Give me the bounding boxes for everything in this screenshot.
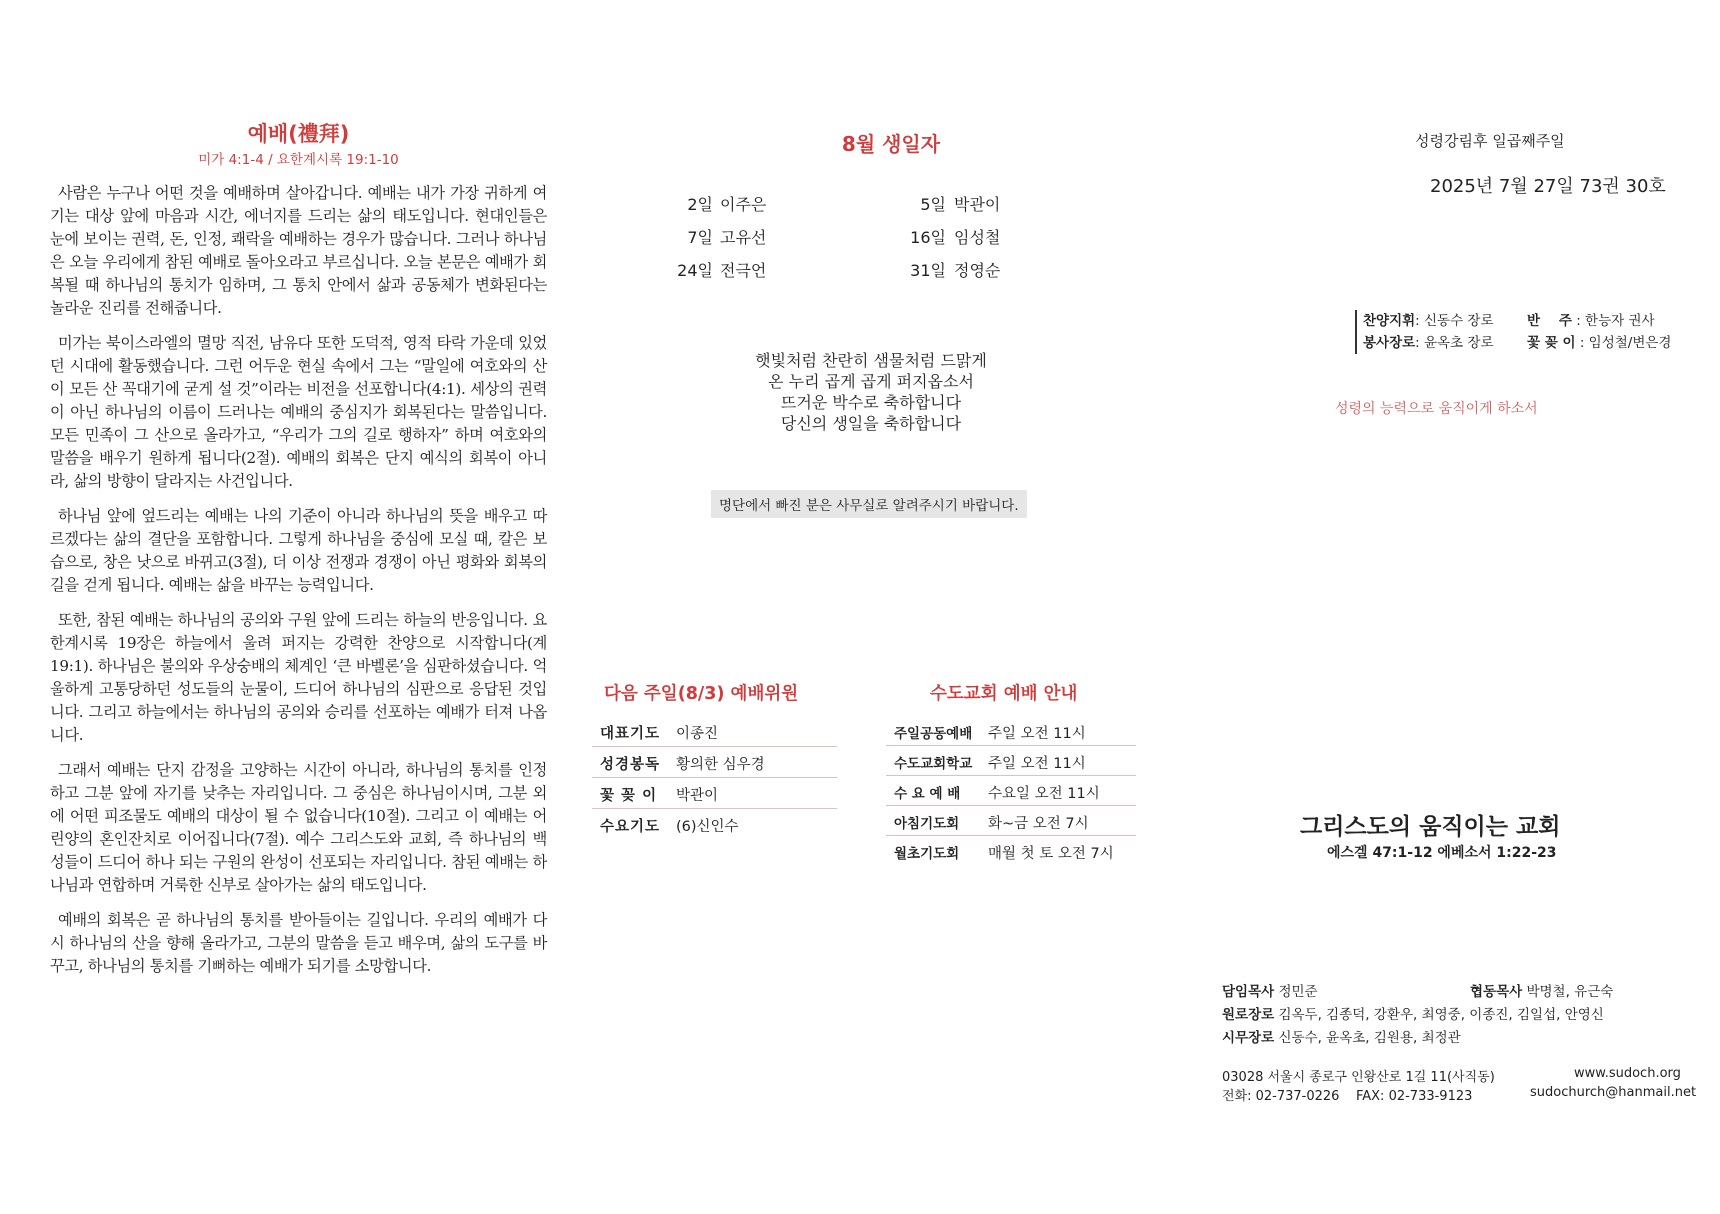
church-verse: 에스겔 47:1-12 에베소서 1:22-23	[1327, 845, 1557, 861]
sermon-paragraph: 미가는 북이스라엘의 멸망 직전, 남유다 또한 도덕적, 영적 타락 가운데 있었던 시대에 활동했습니다. 그런 어두운 현실 속에서 그는 “말일에 여호와의 산이 모든 산 꼭대기에 굳게 설 것”이라는 비전을 선포합니다(4:1). 세상의 권력이 아닌 하나님의 이름이 드러나는 예배의 중심지가 회복된다는 말씀입니다. 모든 민족이 그 산으로 올라가고, “우리가 그의 길로 행하자” 하며 여호와의 말씀을 배우기 원하게 됩니다(2절). 예배의 회복은 단지 예식의 회복이 아니라, 삶의 방향이 달라지는 사건입니다.	[50, 334, 547, 490]
sermon-reference: 미가 4:1-4 / 요한계시록 19:1-10	[198, 152, 399, 168]
role-label: 꽃 꽂 이	[600, 788, 658, 804]
service-time: 매월 첫 토 오전 7시	[988, 846, 1114, 862]
birthday-row	[596, 192, 1046, 225]
table-row	[592, 716, 837, 747]
service-time: 주일 오전 11시	[988, 756, 1086, 772]
birthday-day: 2일	[687, 195, 713, 214]
staff-value: : 윤옥초 장로	[1415, 335, 1494, 351]
birthday-day: 16일	[910, 228, 946, 247]
role-value: (6)신인수	[676, 819, 739, 835]
birthday-name: 임성철	[954, 228, 1001, 247]
table-row	[886, 776, 1136, 806]
elder-value: 김옥두, 김종덕, 강환우, 최영중, 이종진, 김일섭, 안영신	[1278, 1007, 1604, 1023]
table-row	[592, 778, 837, 809]
sermon-paragraph: 그래서 예배는 단지 감정을 고양하는 시간이 아니라, 하나님의 통치를 인정하고 그분 앞에 자기를 낮추는 자리입니다. 그 중심은 하나님이시며, 그분 외에 어떤 피조물도 예배의 대상이 될 수 없습니다(10절). 그리고 이 예배는 어린양의 혼인잔치로 이어집니다(7절). 예수 그리스도와 교회, 즉 하나님의 백성들이 드디어 하나 되는 구원의 완성이 선포되는 자리입니다. 참된 예배는 하나님과 연합하며 거룩한 신부로 살아가는 삶의 태도입니다.	[50, 761, 547, 894]
birthday-list	[596, 192, 1046, 291]
table-row	[592, 747, 837, 778]
next-week-title: 다음 주일(8/3) 예배위원	[604, 684, 799, 704]
birthday-section	[596, 128, 1146, 514]
role-label: 수요기도	[600, 819, 661, 835]
senior-pastor	[1222, 980, 1318, 1000]
table-row	[886, 746, 1136, 776]
church-motto: 성령의 능력으로 움직이게 하소서	[1335, 401, 1538, 417]
staff-label: 찬양지휘	[1363, 313, 1416, 329]
bulletin-date: 2025년 7월 27일 73권 30호	[1430, 176, 1666, 197]
service-label: 수도교회학교	[894, 756, 973, 772]
service-time: 주일 오전 11시	[988, 726, 1086, 742]
role-value: 황의한 심우경	[676, 757, 765, 773]
sermon-paragraph: 또한, 참된 예배는 하나님의 공의와 구원 앞에 드리는 하늘의 반응입니다. 요한계시록 19장은 하늘에서 울려 퍼지는 강력한 찬양으로 시작합니다(계19:1). 하나님은 불의와 우상숭배의 체계인 ‘큰 바벨론’을 심판하셨습니다. 억울하게 고통당하던 성도들의 눈물이, 드디어 하나님의 심판으로 응답된 것입니다. 그리고 하늘에서는 하나님의 공의와 승리를 선포하는 예배가 터져 나옵니다.	[50, 611, 547, 744]
role-value: 박관이	[676, 788, 719, 804]
next-week-table	[592, 716, 837, 839]
active-elders	[1222, 1026, 1461, 1046]
role-label: 대표기도	[600, 726, 661, 742]
birthday-name: 전극언	[720, 261, 767, 280]
associate-pastor	[1470, 980, 1613, 1000]
sermon-paragraph: 예배의 회복은 곧 하나님의 통치를 받아들이는 길입니다. 우리의 예배가 다시 하나님의 산을 향해 올라가고, 그분의 말씀을 듣고 배우며, 삶의 도구를 바꾸고, 하나님의 통치를 기뻐하는 예배가 되기를 소망합니다.	[50, 911, 547, 975]
service-time: 수요일 오전 11시	[988, 786, 1100, 802]
birthday-name: 이주은	[720, 195, 767, 214]
birthday-name: 정영순	[954, 261, 1001, 280]
table-row	[886, 836, 1136, 865]
table-row	[886, 716, 1136, 746]
service-label: 주일공동예배	[894, 726, 973, 742]
pastor-value: 정민준	[1278, 984, 1318, 1000]
birthday-title: 8월 생일자	[841, 132, 941, 156]
phone-fax: 전화: 02-737-0226 FAX: 02-733-9123	[1222, 1089, 1473, 1104]
birthday-row	[596, 258, 1046, 291]
birthday-poem	[596, 350, 1146, 434]
role-value: 이종진	[676, 726, 719, 742]
service-label: 아침기도회	[894, 816, 960, 832]
birthday-day: 31일	[910, 261, 946, 280]
staff-label: 꽃 꽂 이	[1527, 335, 1576, 351]
email-link[interactable]: sudochurch@hanmail.net	[1530, 1085, 1697, 1100]
poem-line: 당신의 생일을 축하합니다	[780, 414, 962, 433]
sermon-paragraph: 하나님 앞에 엎드리는 예배는 나의 기준이 아니라 하나님의 뜻을 배우고 따르겠다는 삶의 결단을 포함합니다. 그렇게 하나님을 중심에 모실 때, 칼은 보습으로, 창은 낫으로 바뀌고(3절), 더 이상 전쟁과 경쟁이 아닌 평화와 회복의 길을 걷게 됩니다. 예배는 삶을 바꾸는 능력입니다.	[50, 507, 547, 594]
poem-line: 온 누리 곱게 곱게 퍼지옵소서	[768, 372, 974, 391]
staff-value: : 임성철/변은경	[1579, 335, 1672, 351]
service-label: 월초기도회	[894, 846, 960, 862]
services-title: 수도교회 예배 안내	[930, 684, 1078, 704]
birthday-day: 5일	[920, 195, 946, 214]
service-time: 화~금 오전 7시	[988, 816, 1089, 832]
elder-label: 시무장로	[1222, 1030, 1275, 1046]
staff-label: 반 주	[1527, 313, 1572, 329]
service-label: 수 요 예 배	[894, 786, 961, 802]
sermon-paragraph: 사람은 누구나 어떤 것을 예배하며 살아갑니다. 예배는 내가 가장 귀하게 여기는 대상 앞에 마음과 시간, 에너지를 드리는 삶의 태도입니다. 현대인들은 눈에 보이는 권력, 돈, 인정, 쾌락을 예배하는 경우가 많습니다. 그러나 하나님은 오늘 우리에게 참된 예배로 돌아오라고 부르십니다. 오늘 본문은 예배가 회복될 때 하나님의 통치가 임하며, 그 통치 안에서 삶과 공동체가 변화된다는 놀라운 진리를 전해줍니다.	[50, 184, 547, 317]
staff-value: : 신동수 장로	[1415, 313, 1494, 329]
elder-label: 원로장로	[1222, 1007, 1275, 1023]
staff-label: 봉사장로	[1363, 335, 1416, 351]
services-table	[886, 716, 1136, 865]
birthday-row	[596, 225, 1046, 258]
cover-section	[1200, 0, 1700, 1214]
pastor-value: 박명철, 유근숙	[1526, 984, 1614, 1000]
table-row	[592, 809, 837, 839]
birthday-name: 고유선	[720, 228, 767, 247]
liturgical-season: 성령강림후 일곱째주일	[1415, 132, 1565, 150]
emeritus-elders	[1222, 1003, 1604, 1023]
worship-staff	[1355, 310, 1693, 354]
address: 03028 서울시 종로구 인왕산로 1길 11(사직동)	[1222, 1070, 1495, 1085]
pastor-label: 담임목사	[1222, 984, 1275, 1000]
role-label: 성경봉독	[600, 757, 661, 773]
poem-line: 햇빛처럼 찬란히 샘물처럼 드맑게	[755, 351, 987, 370]
birthday-day: 24일	[677, 261, 713, 280]
table-row	[886, 806, 1136, 836]
elder-value: 신동수, 윤옥초, 김원용, 최정관	[1278, 1030, 1461, 1046]
sermon-section	[50, 122, 547, 990]
birthday-name: 박관이	[954, 195, 1001, 214]
sermon-title: 예배(禮拜)	[247, 122, 350, 146]
staff-value: : 한능자 권사	[1576, 313, 1655, 329]
website-link[interactable]: www.sudoch.org	[1574, 1066, 1681, 1081]
poem-line: 뜨거운 박수로 축하합니다	[780, 393, 962, 412]
church-name: 그리스도의 움직이는 교회	[1300, 814, 1561, 840]
birthday-notice: 명단에서 빠진 분은 사무실로 알려주시기 바랍니다.	[711, 490, 1027, 518]
pastor-label: 협동목사	[1470, 984, 1523, 1000]
birthday-day: 7일	[687, 228, 713, 247]
